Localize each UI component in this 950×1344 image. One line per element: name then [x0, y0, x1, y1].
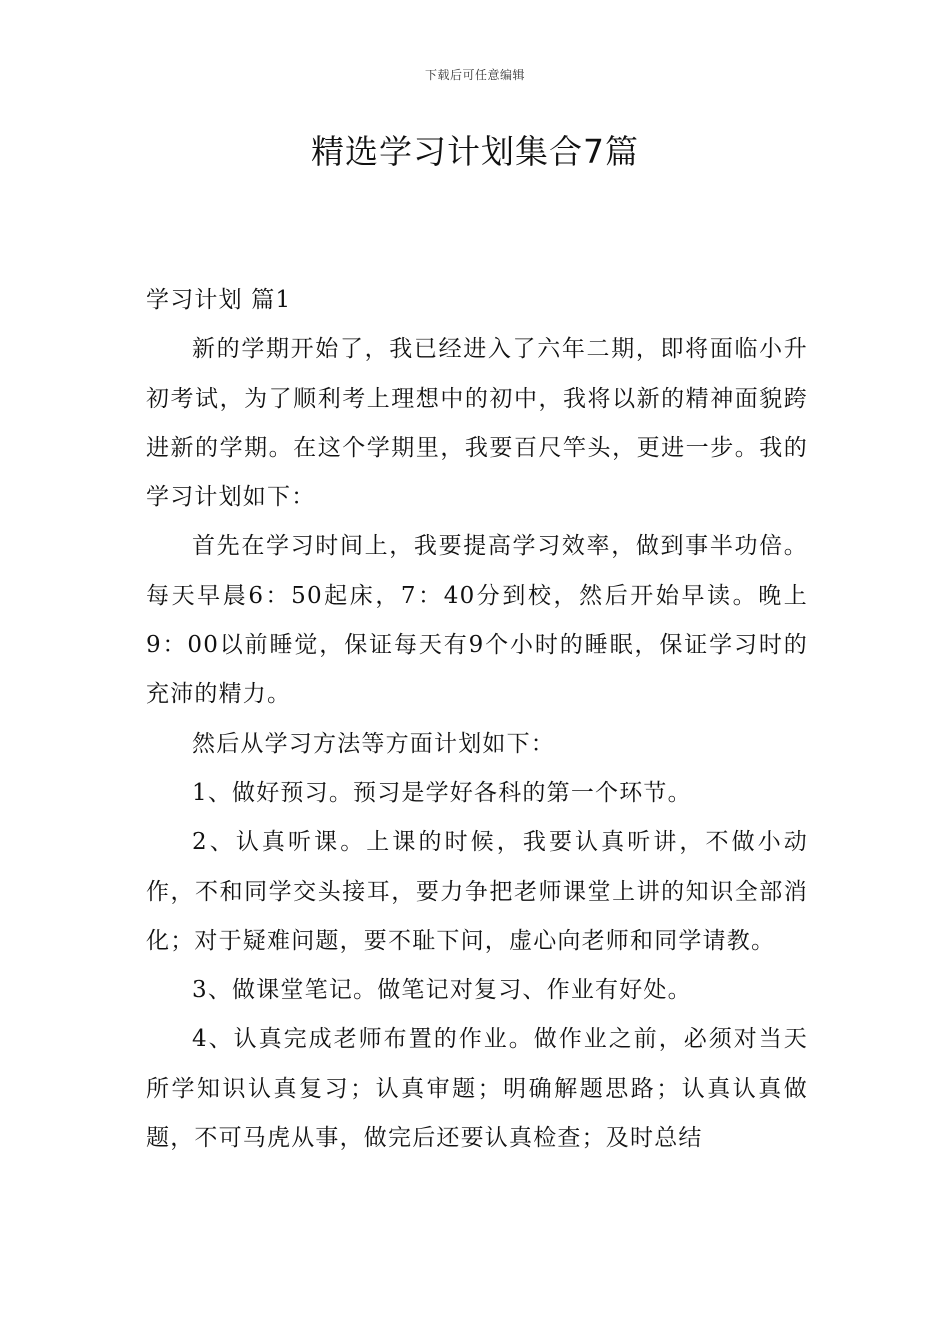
- paragraph: 1、做好预习。预习是学好各科的第一个环节。: [192, 779, 692, 806]
- paragraph: 2、认真听课。上课的时候，我要认真听讲，不做小动作，不和同学交头接耳，要力争把老师课堂上讲的知识全部消化；对于疑难问题，要不耻下问，虚心向老师和同学请教。: [146, 829, 808, 954]
- paragraph: 3、做课堂笔记。做笔记对复习、作业有好处。: [192, 977, 692, 1004]
- document-body: [146, 276, 808, 1163]
- section-heading: 学习计划 篇1: [146, 287, 292, 313]
- paragraph: 然后从学习方法等方面计划如下：: [192, 730, 555, 757]
- document-title: 精选学习计划集合7篇: [311, 132, 639, 171]
- paragraph: 首先在学习时间上，我要提高学习效率，做到事半功倍。每天早晨6：50起床，7：40分到校，然后开始早读。晚上9：00以前睡觉，保证每天有9个小时的睡眠，保证学习时的充沛的精力。: [146, 533, 808, 708]
- header-note: 下载后可任意编辑: [424, 68, 525, 82]
- paragraph: 新的学期开始了，我已经进入了六年二期，即将面临小升初考试，为了顺利考上理想中的初中，我将以新的精神面貌跨进新的学期。在这个学期里，我要百尺竿头，更进一步。我的学习计划如下：: [146, 336, 808, 511]
- paragraph: 4、认真完成老师布置的作业。做作业之前，必须对当天所学知识认真复习；认真审题；明确解题思路；认真认真做题，不可马虎从事，做完后还要认真检查；及时总结: [146, 1026, 808, 1152]
